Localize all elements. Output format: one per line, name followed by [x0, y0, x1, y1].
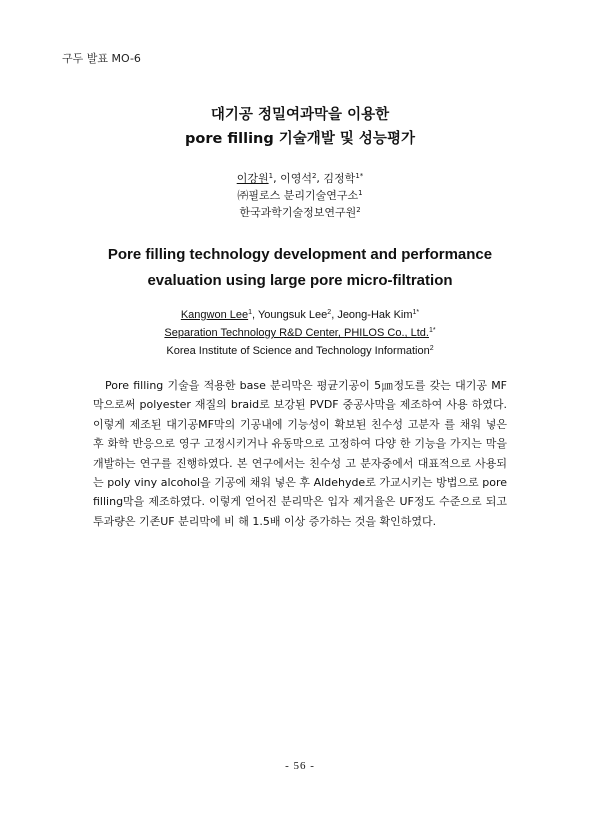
english-affiliation-1	[0, 324, 600, 342]
english-author-1-affil: 1	[248, 309, 253, 316]
english-author-1: Kangwon Lee	[180, 309, 249, 321]
english-title-line-1: Pore filling technology development and performance	[107, 246, 493, 263]
english-author-sep: ,	[331, 309, 338, 321]
session-label: 구두 발표 MO-6	[62, 52, 141, 65]
korean-author-1-affil: 1	[268, 172, 274, 180]
korean-affiliation-2-mark: 2	[356, 206, 361, 214]
korean-affiliation-2	[0, 204, 600, 221]
english-affiliation-2	[0, 342, 600, 360]
abstract-paragraph	[93, 376, 507, 531]
page-number: - 56 -	[285, 760, 315, 772]
english-title	[0, 242, 600, 294]
korean-author-1: 이강원	[236, 172, 269, 185]
korean-authors-block	[0, 170, 600, 221]
abstract-line: 분리막은 입자 제거율은 UF정도 수준으로 되고 투과량은 기존UF 분리막에 비	[93, 495, 507, 528]
korean-affiliation-2-text: 한국과학기술정보연구원	[239, 206, 357, 219]
abstract-line: Pore filling 기술을 적용한 base 분리막은 평균기공이 5㎛정도를 갖는 대기공	[105, 379, 487, 392]
english-affiliation-2-text: Korea Institute of Science and Technology Information	[166, 345, 430, 357]
korean-author-names	[0, 170, 600, 187]
abstract-line: 해 1.5배 이상 증가하는 것을 확인하였다.	[238, 514, 437, 528]
abstract-line: 하였다. 이렇게 제조된 대기공MF막의 기공내에 기능성이 확보된 친수성 고분자	[93, 398, 507, 431]
korean-author-3-affil: 1*	[355, 172, 364, 180]
korean-author-sep: ,	[273, 172, 281, 185]
korean-author-2-affil: 2	[311, 172, 317, 180]
korean-affiliation-1	[0, 187, 600, 204]
korean-author-sep: ,	[316, 172, 324, 185]
korean-title-line-2: pore filling 기술개발 및 성능평가	[185, 131, 415, 147]
abstract-line: Aldehyde로 가교시키는 방법으로 pore filling막을 제조하였다. 이렇게 얻어진	[93, 476, 507, 509]
korean-title-line-1: 대기공 정밀여과막을 이용한	[210, 107, 390, 123]
korean-affiliation-1-text: ㈜필로스 분리기술연구소	[237, 189, 359, 202]
abstract-line: 한 기능을 가지는 막을 개발하는 연구를 진행하였다. 본 연구에서는 친수성 고	[93, 437, 508, 470]
english-author-3: Jeong-Hak Kim	[337, 309, 413, 321]
english-author-2-affil: 2	[327, 309, 332, 316]
english-author-3-affil: 1*	[412, 309, 420, 316]
english-affiliation-1-text: Separation Technology R&D Center, PHILOS Co., Ltd.	[164, 327, 429, 339]
english-author-names	[0, 306, 600, 324]
korean-author-2: 이영석	[280, 172, 312, 185]
korean-author-3: 김정학	[323, 172, 356, 185]
korean-affiliation-1-mark: 1	[358, 189, 363, 197]
abstract-line: 분자중에서 대표적으로 사용되는 poly viny alcohol을 기공에 채워 넣은 후	[93, 456, 508, 490]
korean-title	[0, 103, 600, 151]
english-affiliation-2-mark: 2	[429, 345, 434, 352]
english-title-line-2: evaluation using large pore micro-filtration	[147, 272, 453, 289]
abstract-line: 를 채워 넣은 후 화학 반응으로 영구 고정시키거나 유동막으로 고정하여 다양	[93, 417, 508, 451]
english-authors-block	[0, 306, 600, 360]
english-affiliation-1-mark: 1*	[428, 327, 436, 334]
abstract-line: MF막으로써 polyester 재질의 braid로 보강된 PVDF 중공사막을 제조하여 사용	[93, 379, 508, 412]
english-author-sep: ,	[252, 309, 258, 321]
english-author-2: Youngsuk Lee	[257, 309, 328, 321]
